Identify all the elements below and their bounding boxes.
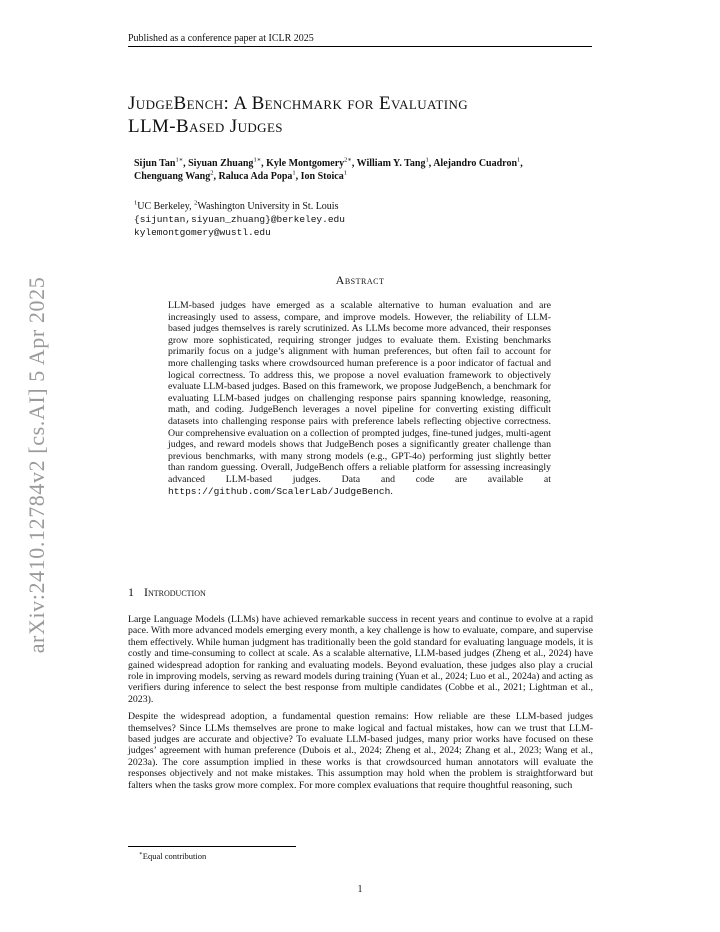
- author-name: Ion Stoica: [300, 171, 344, 182]
- author-affiliation-mark: 1∗: [253, 156, 262, 164]
- author-name: William Y. Tang: [356, 158, 426, 169]
- author-line-1: [134, 157, 604, 170]
- author-name: Sijun Tan: [134, 158, 176, 169]
- author-separator: ,: [351, 158, 357, 169]
- abstract-body: [168, 300, 551, 497]
- author-list: [134, 157, 604, 183]
- author-name: Siyuan Zhuang: [188, 158, 254, 169]
- arxiv-sidebar-stamp: [22, 270, 52, 660]
- author-separator: ,: [261, 158, 267, 169]
- code-link[interactable]: https://github.com/ScalerLab/JudgeBench: [168, 485, 391, 497]
- affiliations: [134, 200, 554, 239]
- introduction-body: [128, 614, 593, 797]
- footnote-rule: [128, 846, 296, 847]
- title-line-1: JudgeBench: A Benchmark for Evaluating: [128, 93, 469, 114]
- author-separator: ,: [428, 158, 434, 169]
- author-affiliation-mark: 2∗: [344, 156, 352, 164]
- paragraph: Despite the widespread adoption, a fundamental question remains: How reliable are these LLM-based judges themselves? Since LLMs themselves are prone to make logical and factual mistakes, how can we trust that LLM-based judges are accurate and objective? To evaluate LLM-based judges, many prior works have focused on these judges’ agreement with human preference (Dubois et al., 2024; Zheng et al., 2024; Zhang et al., 2023; Wang et al., 2023a). The core assumption implied in these works is that crowdsourced human annotators will evaluate the responses objectively and not make mistakes. This assumption may hold when the problem is straightforward but falters when the tasks grow more complex. For more complex evaluations that require thoughtful reasoning, such: [128, 711, 593, 791]
- author-separator: ,: [183, 158, 189, 169]
- author-affiliation-mark: 1: [343, 169, 347, 177]
- email-wustl: kylemontgomery@wustl.edu: [134, 227, 271, 238]
- author-affiliation-mark: 1∗: [175, 156, 184, 164]
- paper-title: [128, 92, 598, 138]
- institution-berkeley: UC Berkeley,: [137, 201, 195, 212]
- author-affiliation-mark: 2: [210, 169, 214, 177]
- author-separator: ,: [295, 171, 301, 182]
- author-affiliation-mark: 1: [425, 156, 429, 164]
- institution-wustl: Washington University in St. Louis: [197, 201, 339, 212]
- author-name: Alejandro Cuadron: [433, 158, 518, 169]
- abstract-heading: Abstract: [335, 273, 385, 287]
- author-name: Raluca Ada Popa: [218, 171, 293, 182]
- footnote: [139, 851, 206, 861]
- author-line-2: [134, 170, 604, 183]
- page-number: 1: [357, 884, 363, 895]
- abstract-end: .: [390, 485, 393, 497]
- affiliation-mark: 1: [134, 199, 138, 207]
- institution-line: [134, 200, 554, 213]
- section-title: Introduction: [144, 585, 206, 599]
- author-separator: ,: [213, 171, 219, 182]
- abstract-text: LLM-based judges have emerged as a scalable alternative to human evaluation and are increasingly used to assess, compare, and improve models. However, the reliability of LLM-based judges themselves is rarely scrutinized. As LLMs become more advanced, their responses grow more sophisticated, requiring stronger judges to evaluate them. Existing benchmarks primarily focus on a judge’s alignment with human preferences, but often fail to account for more challenging tasks where crowdsourced human preference is a poor indicator of factual and logical correctness. To address this, we propose a novel evaluation framework to objectively evaluate LLM-based judges. Based on this framework, we propose JudgeBench, a benchmark for evaluating LLM-based judges on challenging response pairs spanning knowledge, reasoning, math, and coding. JudgeBench leverages a novel pipeline for converting existing difficult datasets into challenging response pairs with preference labels reflecting objective correctness. Our comprehensive evaluation on a collection of prompted judges, fine-tuned judges, multi-agent judges, and reward models shows that JudgeBench poses a significantly greater challenge than previous benchmarks, with many strong models (e.g., GPT-4o) performing just slightly better than random guessing. Overall, JudgeBench offers a reliable platform for assessing increasingly advanced LLM-based judges. Data and code are available at: [168, 300, 551, 485]
- author-affiliation-mark: 1: [292, 169, 296, 177]
- author-affiliation-mark: 1: [517, 156, 521, 164]
- section-heading: [128, 585, 206, 600]
- author-name: Chenguang Wang: [134, 171, 211, 182]
- footnote-mark: ∗: [139, 851, 143, 858]
- running-header: Published as a conference paper at ICLR 2025: [128, 33, 592, 47]
- author-separator: ,: [520, 158, 523, 169]
- title-line-2: LLM-Based Judges: [128, 116, 283, 137]
- section-number: 1: [128, 585, 134, 599]
- footnote-text: Equal contribution: [142, 851, 207, 861]
- arxiv-id: arXiv:2410.12784v2 [cs.AI] 5 Apr 2025: [24, 276, 49, 654]
- email-berkeley: {sijuntan,siyuan_zhuang}@berkeley.edu: [134, 214, 345, 225]
- affiliation-mark: 2: [194, 199, 198, 207]
- paragraph: Large Language Models (LLMs) have achieved remarkable success in recent years and continue to evolve at a rapid pace. With more advanced models emerging every month, a key challenge is how to evaluate, compare, and supervise them effectively. While human judgment has traditionally been the gold standard for evaluating language models, it is costly and time-consuming to collect at scale. As a scalable alternative, LLM-based judges (Zheng et al., 2024) have gained widespread adoption for ranking and evaluating models. Beyond evaluation, these judges also play a crucial role in improving models, serving as reward models during training (Yuan et al., 2024; Luo et al., 2024a) and acting as verifiers during inference to select the best response from multiple candidates (Cobbe et al., 2021; Lightman et al., 2023).: [128, 614, 593, 705]
- author-name: Kyle Montgomery: [266, 158, 345, 169]
